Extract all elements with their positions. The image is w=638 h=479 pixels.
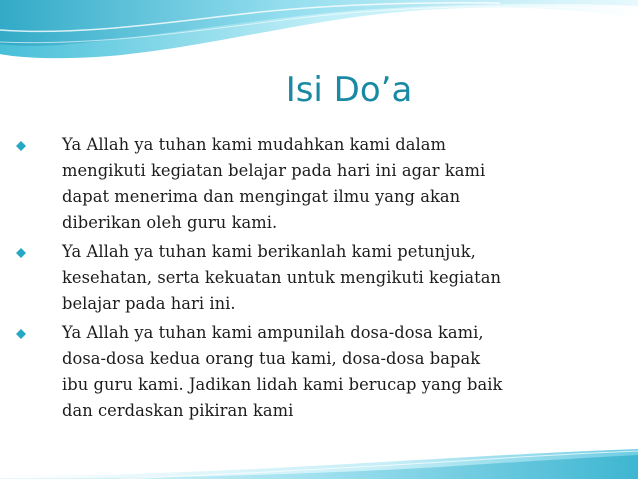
item-line: kesehatan, serta kekuatan untuk mengikuti kegiatan <box>62 268 502 287</box>
item-line: diberikan oleh guru kami. <box>62 213 278 232</box>
item-line: Ya Allah ya tuhan kami mudahkan kami dalam <box>62 135 447 154</box>
item-line: dan cerdaskan pikiran kami <box>62 401 294 420</box>
item-line: dosa-dosa kedua orang tua kami, dosa-dosa bapak <box>62 349 481 368</box>
item-line: dapat menerima dan mengingat ilmu yang akan <box>62 187 461 206</box>
item-line: Ya Allah ya tuhan kami ampunilah dosa-dosa kami, <box>62 323 484 342</box>
diamond-bullet-icon <box>16 248 26 258</box>
item-line: Ya Allah ya tuhan kami berikanlah kami petunjuk, <box>62 242 476 261</box>
diamond-bullet-icon <box>16 141 26 151</box>
item-line: ibu guru kami. Jadikan lidah kami berucap yang baik <box>62 375 503 394</box>
slide-title: Isi Do’a <box>285 70 413 110</box>
list-item <box>10 132 570 236</box>
footer-wave-decoration <box>0 439 638 479</box>
list-item <box>10 239 570 317</box>
item-line: belajar pada hari ini. <box>62 294 236 313</box>
list-item <box>10 320 570 424</box>
diamond-bullet-icon <box>16 329 26 339</box>
prayer-list <box>10 132 570 427</box>
header-wave-decoration <box>0 0 638 64</box>
item-line: mengikuti kegiatan belajar pada hari ini agar kami <box>62 161 486 180</box>
